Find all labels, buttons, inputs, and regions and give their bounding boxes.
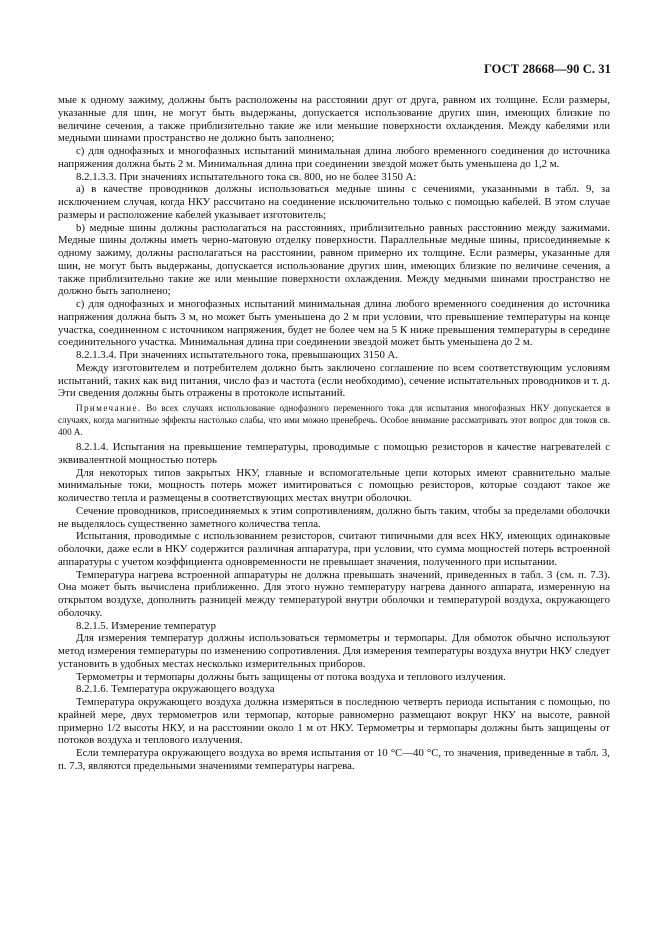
paragraph: b) медные шины должны располагаться на расстояниях, приблизительно равных расстоянию между зажимами. Медные шины должны иметь черно-матовую отделку поверхности. Параллельные медные шины, присоединяемые к одному зажиму, должны располагаться на расстоянии, равном примерно их толщине. Если размеры, указанные для шин, не могут быть выдержаны, допускается использование других шин, имеющих близкие по величине сечения, а также приблизительно такие же или меньшие поверхности охлаждения. Между медными шинами пространство не должно быть заполнено; xyxy=(58,221,610,298)
paragraph: с) для однофазных и многофазных испытаний минимальная длина любого временного соединения до источника напряжения должна быть 2 м. Минимальная длина при соединении звездой может быть уменьшена до 1,2 м. xyxy=(58,145,610,170)
paragraph: с) для однофазных и многофазных испытаний минимальная длина любого временного соединения до источника напряжения должна быть 3 м, но может быть уменьшена до 2 м при условии, что превышение температуры на конце участка, соединенном с источником напряжения, будет не более чем на 5 К ниже превышения температуры в середине соединительного участка. Минимальная длина при соединении звездой может быть уменьшена до 2 м. xyxy=(58,298,610,349)
paragraph: Для некоторых типов закрытых НКУ, главные и вспомогательные цепи которых имеют сравнительно малые минимальные токи, мощность потерь может имитироваться с помощью резисторов, которые создают такое же количество тепла и размещены в соответствующих местах внутри оболочки. xyxy=(58,466,610,504)
paragraph: 8.2.1.4. Испытания на превышение температуры, проводимые с помощью резисторов в качестве нагревателей с эквивалентной мощностью потерь xyxy=(58,441,610,466)
paragraph: Температура окружающего воздуха должна измеряться в последнюю четверть периода испытания с помощью, по крайней мере, двух термометров или термопар, которые равномерно размещают вокруг НКУ на высоте, равной примерно 1/2 высоты НКУ, и на расстоянии около 1 м от НКУ. Термометры и термопары должны быть защищены от потоков воздуха и теплового излучения. xyxy=(58,696,610,747)
paragraph: мые к одному зажиму, должны быть расположены на расстоянии друг от друга, равном их толщине. Если размеры, указанные для шин, не могут быть выдержаны, допускается использование других шин, имеющих близкие по величине сечения, а также приблизительно такие же или меньшие поверхности охлаждения. Между кабелями или медными шинами пространство не должно быть заполнено; xyxy=(58,94,610,145)
note-label: Примечание. xyxy=(76,403,142,413)
paragraph: Сечение проводников, присоединяемых к этим сопротивлениям, должно быть таким, чтобы за пределами оболочки не выделялось существенно заметного количества тепла. xyxy=(58,504,610,530)
paragraph: Между изготовителем и потребителем должно быть заключено соглашение по всем соответствующим условиям испытаний, таких как вид питания, число фаз и частота (если необходимо), сечение испытательных проводников и т. д. Эти сведения должны быть отражены в протоколе испытаний. xyxy=(58,361,610,400)
paragraph: 8.2.1.3.4. При значениях испытательного тока, превышающих 3150 А. xyxy=(76,349,399,361)
paragraph: 8.2.1.3.3. При значениях испытательного тока св. 800, но не более 3150 А: xyxy=(76,170,417,183)
note-text: Во всех случаях использование однофазного переменного тока для испытания многофазных НКУ допускается в случаях, когда магнитные эффекты настолько слабы, что ими можно пренебречь. Особое внимание рассматривать этот вопрос для токов св. 400 А. xyxy=(58,403,610,437)
paragraph: 8.2.1.6. Температура окружающего воздуха xyxy=(76,683,275,696)
page-header: ГОСТ 28668—90 С. 31 xyxy=(483,62,611,76)
paragraph: Если температура окружающего воздуха во время испытания от 10 °С—40 °С, то значения, приведенные в табл. 3, п. 7.3, являются предельными значениями температуры нагрева. xyxy=(58,747,610,772)
paragraph: а) в качестве проводников должны использоваться медные шины с сечениями, указанными в табл. 9, за исключением случая, когда НКУ рассчитано на соединение исключительно только с помощью кабелей. В этом случае размеры и расположение кабелей указывает изготовитель; xyxy=(58,183,610,221)
note-paragraph xyxy=(58,402,610,438)
paragraph: Температура нагрева встроенной аппаратуры не должна превышать значений, приведенных в табл. 3 (см. п. 7.3). Она может быть вычислена приближенно. Для этого нужно температуру нагрева данного аппарата, измеренную на открытом воздухе, дополнить разницей между температурой внутри оболочки и температурой воздуха, окружающего оболочку. xyxy=(58,568,610,619)
paragraph: Термометры и термопары должны быть защищены от потока воздуха и теплового излучения. xyxy=(76,670,506,683)
paragraph: Испытания, проводимые с использованием резисторов, считают типичными для всех НКУ, имеющих одинаковые оболочки, даже если в НКУ содержится различная аппаратура, при условии, что сумма мощностей потерь встроенной аппаратуры с учетом коэффициента одновременности не превышает значения, полученного при испытании. xyxy=(58,530,610,568)
paragraph: Для измерения температур должны использоваться термометры и термопары. Для обмоток обычно используют метод измерения температуры по изменению сопротивления. Для измерения температуры воздуха внутри НКУ следует установить в удобных местах несколько измерительных приборов. xyxy=(58,632,610,670)
body-text xyxy=(58,94,610,773)
paragraph: 8.2.1.5. Измерение температур xyxy=(76,619,217,632)
